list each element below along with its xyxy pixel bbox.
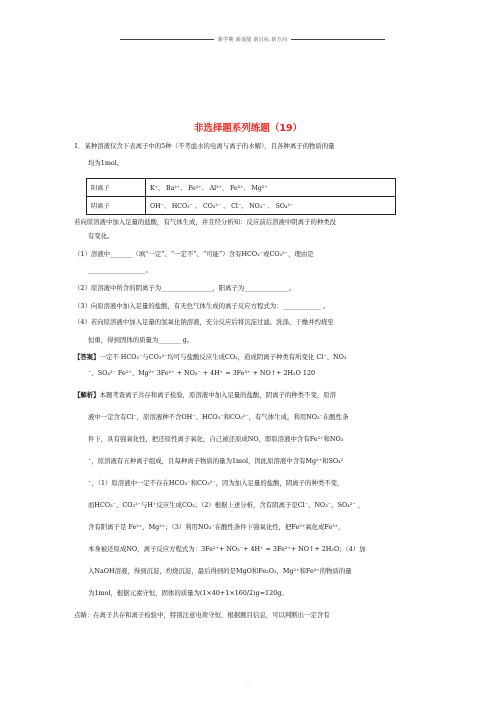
- analysis-line: 本身被还原成NO，离子反应方程式为：3Fe²⁺+ NO₃⁻+ 4H⁺ = 3Fe³⁺+ NO↑+ 2H₂O；（4）加: [88, 545, 366, 553]
- anion-row: [87, 197, 396, 215]
- analysis-line: 为1mol，根据元素守恒，固体的质量为(1×40+1×160/2)g=120g。: [88, 589, 288, 597]
- answer-line-1: 一定不 HCO₃⁻与CO₃²⁻均可与盐酸反应生成CO₂，造成阴离子种类有所变化 Cl⁻、NO₃: [99, 353, 347, 361]
- subquestion-2: （2）原溶液中所含的阴离子为________________，阳离子为______________。: [74, 284, 296, 292]
- condition-line-2: 有变化。: [88, 232, 114, 240]
- answer-label: 【答案】: [74, 353, 100, 361]
- subquestion-4-cont: 恒重，得到固体的质量为_______ g。: [88, 336, 194, 344]
- header-rule-right: [291, 39, 385, 40]
- subquestion-3: （3）向原溶液中加入足量的盐酸，有无色气体生成的离子反应方程式为：____________ 。: [74, 302, 330, 310]
- analysis-line: 入NaOH溶液，得到沉淀，灼烧沉淀，最后得到的是MgO和Fe₂O₃，Mg²⁺和Fe²⁺的物质的量: [88, 567, 352, 575]
- cation-row: [87, 179, 396, 197]
- ion-table: [86, 178, 396, 215]
- analysis-line: 含有阳离子是 Fe²⁺、Mg²⁺；（3）利用NO₃⁻在酸性条件下强氧化性，把Fe²⁺氧化成Fe³⁺，: [88, 523, 345, 531]
- tip-line: 点睛：在离子共存和离子检验中，特别注意电荷守恒，根据题目信息，可以判断出一定含有: [74, 611, 330, 619]
- page-header: [120, 36, 385, 43]
- analysis-line: 本题考查离子共存和离子检验，原溶液中加入足量的盐酸，阴离子的种类不变，原溶: [99, 391, 337, 399]
- condition-line-1: 若向原溶液中加入足量的盐酸，有气体生成，并且经分析知：反应前后溶液中阴离子的种类没: [74, 218, 337, 226]
- analysis-line: ⁻，原溶液有五种离子组成，且每种离子物质的量为1mol，因此原溶液中含有Mg²⁺和SO₄²: [88, 457, 344, 465]
- page-footer: - -: [245, 685, 251, 690]
- cation-list: K⁺、 Ba²⁺、 Fe²⁺、 Al³⁺、 Fe³⁺、 Mg²⁺: [146, 179, 396, 197]
- header-slogan: 新学期 新成绩 新目标 新方向: [217, 37, 288, 43]
- cation-label: 阳离子: [87, 179, 146, 197]
- analysis-line: ⁻，（1）原溶液中一定不存在HCO₃⁻和CO₃²⁻，因为加入足量的盐酸，阴离子的种类不变，: [88, 479, 344, 487]
- subquestion-1: （1）溶液中_______（填“一定”、“一定不”、“可能”）含有HCO₃⁻或CO₃²⁻，理由是: [74, 250, 314, 258]
- intro-line-1: 1．某种溶液仅含下表离子中的5种（不考虑水的电离与离子的水解），且各种离子的物质的量: [74, 142, 335, 150]
- anion-label: 阴离子: [87, 197, 146, 215]
- answer-line-2: ⁻、SO₄²⁻ Fe²⁺、Mg²⁺ 3Fe²⁺ + NO₃⁻ + 4H⁺ = 3Fe³⁺ + NO↑+ 2H₂O 120: [88, 369, 316, 377]
- subquestion-4: （4）若向原溶液中加入足量的氢氧化钠溶液，充分反应后将沉淀过滤、洗涤、干燥并灼烧至: [74, 318, 334, 326]
- anion-list: OH⁻、 HCO₃⁻ 、 CO₃²⁻ 、 Cl⁻、 NO₃⁻ 、 SO₄²⁻: [146, 197, 396, 215]
- subquestion-1-blank: __________________。: [88, 266, 152, 274]
- header-rule-left: [120, 39, 214, 40]
- analysis-line: 件下，具有强氧化性，把还原性离子氧化，自己被还原成NO，即原溶液中含有Fe²⁺和NO₃: [88, 435, 344, 443]
- intro-line-2: 均为1mol。: [88, 159, 124, 167]
- analysis-line: 而HCO₃⁻、CO₃²⁻与H⁺反应生成CO₂；（2）根据上述分析，含有阴离子是Cl⁻、NO₃⁻、SO₄²⁻ ，: [88, 501, 365, 509]
- analysis-line: 液中一定含有Cl⁻，原溶液种不含OH⁻、HCO₃⁻和CO₃²⁻，有气体生成，利用NO₃⁻在酸性条: [88, 413, 349, 421]
- analysis-label: 【解析】: [74, 391, 100, 399]
- document-title: 非选择题系列练题（19）: [193, 123, 303, 134]
